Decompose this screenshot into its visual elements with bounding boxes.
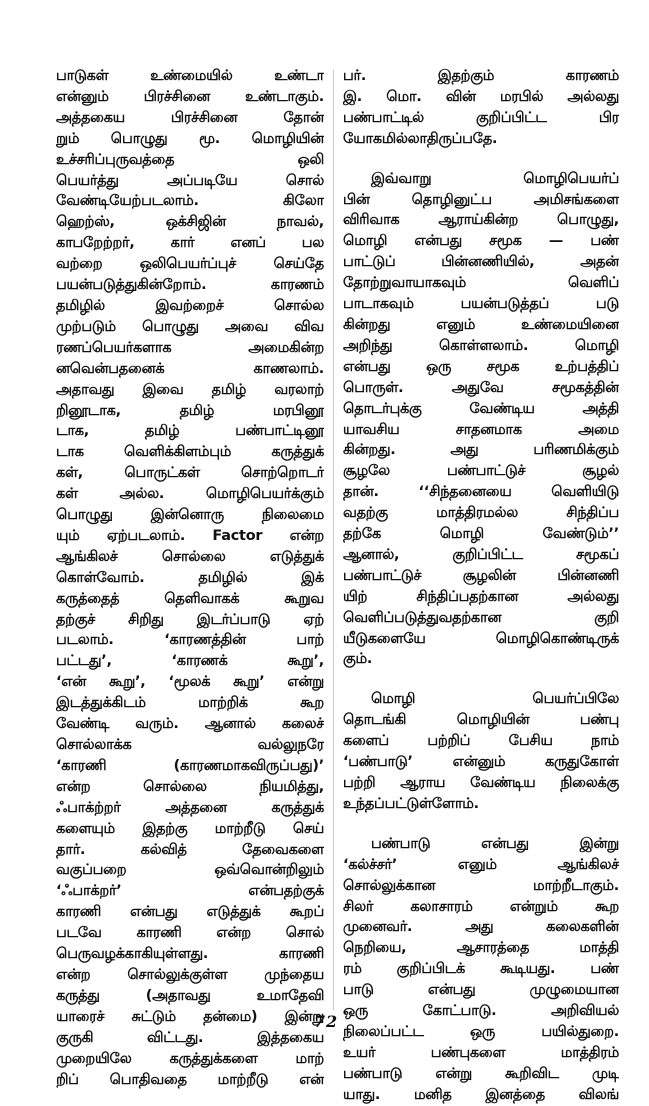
text-line: ஆனால், குறிப்பிட்ட சமூகப்: [343, 546, 619, 563]
text-line: றிப் பொதிவதை மாற்றீடு என்: [56, 1071, 324, 1088]
text-line: யாவசிய சாதனமாக அமை: [343, 421, 619, 438]
text-line: என்ற சொல்லுக்குள்ள முந்தைய: [56, 966, 324, 983]
text-line: கருத்தைத் தெளிவாகக் கூறுவ: [56, 590, 324, 607]
text-line: இ. மொ. வின் மரபில் அல்லது: [343, 88, 619, 105]
text-line: கள் அல்ல. மொழிபெயர்க்கும்: [56, 486, 324, 503]
text-line: வேண்டி வரும். ஆனால் கலைச்: [56, 716, 324, 733]
text-line: பாடு என்பது முழுமையான: [343, 982, 619, 999]
text-line: வற்றை ஒலிபெயர்ப்புச் செய்தே: [56, 256, 324, 273]
left-paragraph: [56, 66, 324, 1090]
text-line: பெயர்த்து அப்படியே சொல்: [56, 172, 324, 189]
text-line: பாடாகவும் பயன்படுத்தப் படு: [343, 296, 619, 313]
text-line: வெளிப்படுத்துவதற்கான குறி: [343, 609, 619, 626]
text-line: பயன்படுத்துகின்றோம். காரணம்: [56, 277, 324, 294]
text-line: ‘கல்ச்சர்’ எனும் ஆங்கிலச்: [343, 856, 619, 873]
text-line: அத்தகைய பிரச்சினை தோன்: [56, 109, 324, 126]
text-line: றும் பொழுது மூ. மொழியின்: [56, 130, 324, 147]
right-text-column: [343, 66, 619, 1106]
text-line: கருத்து (அதாவது உமாதேவி: [56, 987, 324, 1004]
text-line: ரம் குறிப்பிடக் கூடியது. பண்: [343, 961, 619, 978]
text-line: பண்பாட்டுச் சூழலின் பின்னணி: [343, 567, 619, 584]
text-line: குருகி விட்டது. இத்தகைய: [56, 1029, 324, 1046]
text-line: நெறியை, ஆசாரத்தை மாத்தி: [343, 940, 619, 957]
text-line: ‘என் கூறு’, ‘மூலக் கூறு’ என்று: [56, 674, 324, 691]
text-line: ஆங்கிலச் சொல்லை எடுத்துக்: [56, 548, 324, 565]
text-line: ஒரு கோட்பாடு. அறிவியல்: [343, 1003, 619, 1020]
text-line: கொள்வோம். தமிழில் இக்: [56, 569, 324, 586]
text-line: ஹெற்ஸ், ஒக்சிஜின் நாவல்,: [56, 214, 324, 231]
text-line: பொழுது இன்னொரு நிலைமை: [56, 507, 324, 524]
text-line: தற்குச் சிறிது இடர்ப்பாடு ஏற்: [56, 611, 324, 628]
text-line: பின் தொழினுட்ப அமிசங்களை: [343, 191, 619, 208]
text-line: யிற் சிந்திப்பதற்கான அல்லது: [343, 588, 619, 605]
text-line: பாட்டுப் பின்னணியில், அதன்: [343, 254, 619, 271]
text-line: கும்.: [343, 651, 373, 668]
text-line: என்ற சொல்லை நியமித்து,: [56, 778, 324, 795]
text-line: முறையிலே கருத்துக்களை மாற்: [56, 1050, 324, 1067]
right-paragraph-translation: [343, 169, 619, 671]
text-line: ‘பண்பாடு’ என்னும் கருதுகோள்: [343, 754, 619, 771]
text-line: காபறேற்றர், கார் எனப் பல: [56, 235, 324, 252]
text-line: ‘காரணி (காரணமாகவிருப்பது)’: [56, 757, 324, 774]
text-line: கின்றது எனும் உண்மையினை: [343, 316, 619, 333]
text-line: பண்பாட்டில் குறிப்பிட்ட பிர: [343, 109, 619, 126]
text-line: ‘ஃபாக்றர்’ என்பதற்குக்: [56, 883, 324, 900]
text-line: பொருள். அதுவே சமூகத்தின்: [343, 379, 619, 396]
text-line: வேண்டியேற்படலாம். கிலோ: [56, 193, 324, 210]
text-line: படவே காரணி என்ற சொல்: [56, 925, 324, 942]
text-line: இடத்துக்கிடம் மாற்றிக் கூற: [56, 695, 324, 712]
text-line: யாது. மனித இனத்தை விலங்: [343, 1086, 619, 1103]
paragraph-gap: [343, 670, 619, 689]
text-line: தற்கே மொழி வேண்டும்’’: [343, 526, 619, 543]
text-line: விரிவாக ஆராய்கின்ற பொழுது,: [343, 212, 619, 229]
text-line: என்பது ஒரு சமூக உற்பத்திப்: [343, 358, 619, 375]
text-line: தொடர்புக்கு வேண்டிய அத்தி: [343, 400, 619, 417]
text-line: பண்பாடு என்று கூறிவிட முடி: [343, 1065, 619, 1082]
text-line: சொல்லுக்கான மாற்றீடாகும்.: [343, 877, 619, 894]
text-line: படலாம். ‘காரணத்தின் பாற்: [56, 632, 324, 649]
text-line: தார். கல்வித் தேவைகளை: [56, 841, 324, 858]
text-line: பட்டது’, ‘காரணக் கூறு’,: [56, 653, 324, 670]
right-paragraph-culture-definition: [343, 834, 619, 1106]
text-line: அதாவது இவை தமிழ் வரலாற்: [56, 381, 324, 398]
text-line: டாக, தமிழ் பண்பாட்டினூ: [56, 423, 324, 440]
text-line: சொல்லாக்க வல்லுநரே: [56, 737, 324, 753]
column-divider: [333, 70, 334, 1010]
right-paragraph-culture-concept: [343, 689, 619, 814]
text-line: மொழி பெயர்ப்பிலே: [371, 691, 619, 708]
text-line: யும் ஏற்படலாம். Factor என்ற: [56, 527, 324, 544]
text-line: வதற்கு மாத்திரமல்ல சிந்திப்ப: [343, 505, 619, 522]
text-line: சூழலே பண்பாட்டுச் சூழல்: [343, 463, 619, 480]
text-line: உந்தப்பட்டுள்ளோம்.: [343, 795, 479, 812]
text-line: யோகமில்லாதிருப்பதே.: [343, 130, 498, 147]
text-line: பற்றி ஆராய வேண்டிய நிலைக்கு: [343, 775, 619, 791]
text-line: என்னும் பிரச்சினை உண்டாகும்.: [56, 88, 324, 105]
text-line: னவென்பதனைக் காணலாம்.: [56, 360, 324, 377]
text-line: களைப் பற்றிப் பேசிய நாம்: [343, 733, 619, 750]
text-line: கள், பொருட்கள் சொற்றொடர்: [56, 465, 324, 482]
right-paragraph-continuation: [343, 66, 619, 150]
text-line: பாடுகள் உண்மையில் உண்டா: [56, 68, 324, 84]
page-number: 72: [313, 1012, 339, 1031]
left-text-column: [56, 66, 324, 1090]
text-line: முனைவர். அது கலைகளின்: [343, 919, 619, 936]
text-line: மொழி என்பது சமூக — பண்: [343, 233, 619, 250]
text-line: யாரைச் சுட்டும் தன்மை) இன்று: [56, 1008, 324, 1025]
text-line: உச்சரிப்புருவத்தை ஒலி: [56, 151, 324, 168]
text-line: தமிழில் இவற்றைச் சொல்ல: [56, 297, 324, 314]
text-line: காரணி என்பது எடுத்துக் கூறப்: [56, 904, 324, 921]
paragraph-gap: [343, 150, 619, 169]
text-line: பெருவழக்காகியுள்ளது. காரணி: [56, 946, 324, 963]
text-line: முற்படும் பொழுது அவை விவ: [56, 318, 324, 335]
text-line: இவ்வாறு மொழிபெயர்ப்: [371, 170, 619, 187]
text-line: வகுப்பறை ஒவ்வொன்றிலும்: [56, 862, 324, 879]
text-line: கின்றது. அது பரிணமிக்கும்: [343, 442, 619, 459]
text-line: பர். இதற்கும் காரணம்: [343, 68, 619, 84]
text-line: டாக வெளிக்கிளம்பும் கருத்துக்: [56, 444, 324, 461]
text-line: நிலைப்பட்ட ஒரு பயில்துறை.: [343, 1023, 619, 1040]
text-line: றினூடாக, தமிழ் மரபினூ: [56, 402, 324, 419]
text-line: யீடுகளையே மொழிகொண்டிருக்: [343, 630, 619, 647]
paragraph-gap: [343, 815, 619, 834]
text-line: ரணப்பெயர்களாக அமைகின்ற: [56, 339, 324, 356]
text-line: பண்பாடு என்பது இன்று: [371, 835, 619, 852]
text-line: அறிந்து கொள்ளலாம். மொழி: [343, 337, 619, 354]
text-line: சிலர் கலாசாரம் என்றும் கூற: [343, 898, 619, 915]
text-line: ஃபாக்ற்றர் அத்தனை கருத்துக்: [56, 799, 324, 816]
text-line: தொடங்கி மொழியின் பண்பு: [343, 712, 619, 729]
text-line: தான். ‘‘சிந்தனையை வெளியிடு: [343, 484, 619, 501]
text-line: களையும் இதற்கு மாற்றீடு செய்: [56, 820, 324, 837]
text-line: தோற்றுவாயாகவும் வெளிப்: [343, 275, 619, 292]
text-line: உயர் பண்புகளை மாத்திரம்: [343, 1044, 619, 1061]
